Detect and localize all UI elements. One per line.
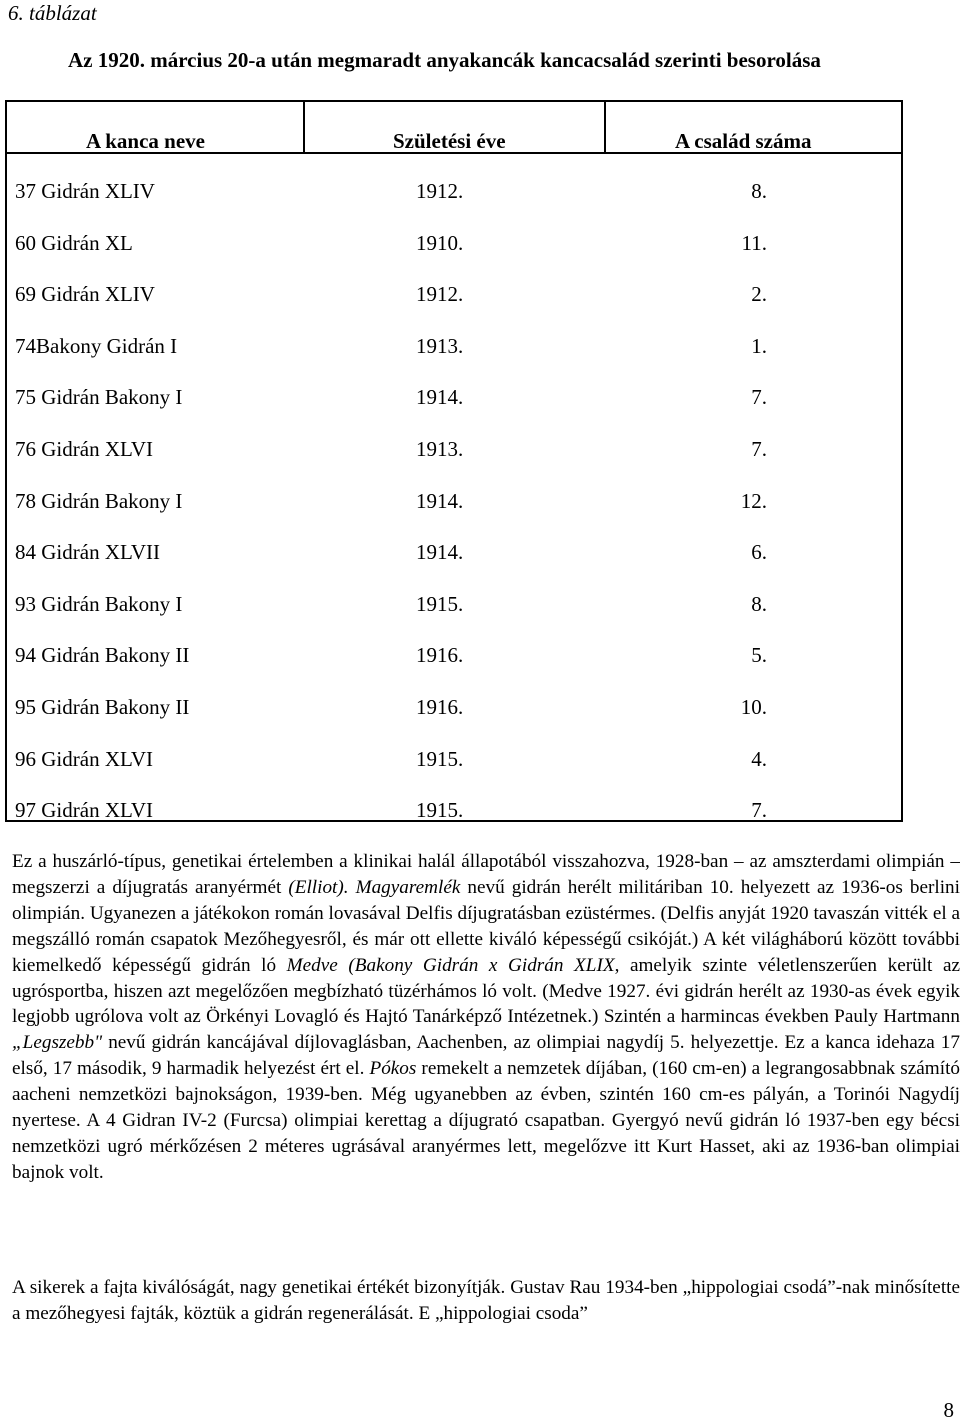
cell-family-number: 4. (751, 746, 767, 771)
cell-mare-name: 96 Gidrán XLVI (15, 746, 154, 771)
header-mare-name: A kanca neve (86, 129, 206, 153)
cell-family-number: 10. (740, 695, 767, 719)
paragraph-text: , amelyik szinte véletlenszerűen került az ugrósportba, hiszen azt megelőzően megbízható tüzérhámos ló volt. (Medve 1927. évi gidrán herélt az 1930-as évek egyik legjobb ugrólova volt az Örkényi Lovagló és Hajtó Tanárképző Intézetnek.) Szintén a harmincas években Pauly Hartmann (12, 954, 960, 1028)
table-row (7, 333, 905, 363)
header-divider-1 (303, 102, 305, 152)
table-row (7, 591, 905, 621)
paragraph-italic: (Elliot). Magyaremlék (288, 876, 461, 898)
table-row (7, 281, 905, 311)
table-caption: 6. táblázat (8, 1, 97, 25)
cell-family-number: 7. (751, 385, 767, 410)
cell-mare-name: 76 Gidrán XLVI (15, 437, 154, 461)
paragraph-text: nevű gidrán herélt militáriban 10. helyezett az 1936-os berlini olimpián. Ugyanezen a játékokon román lovasával Delfis díjugratásban ezüstérmes. (Delfis anyját 1920 tavaszán vitték el a megszálló román csapatok Mezőhegyesről, és már ott ellette kiváló képességű csikóját.) A két világháború között további kiemelkedő képességű gidrán ló (12, 876, 960, 976)
cell-birth-year: 1915. (416, 798, 464, 823)
mare-table (5, 100, 903, 822)
table-row (7, 694, 905, 724)
cell-mare-name: 95 Gidrán Bakony II (15, 695, 190, 719)
cell-family-number: 7. (751, 798, 767, 823)
paragraph-text: remekelt a nemzetek díjában, (160 cm-en) a legrangosabbnak számító aacheni nemzetközi bajnokságon, 1939-ben. Még ugyanebben az évben, szintén 160 cm-es pályán, a Torinói Nagydíj nyertese. A 4 Gidran IV-2 (Furcsa) olimpiai kerettag a díjugrató csapatban. Gyergyó nevű gidrán ló 1937-ben egy bécsi nemzetközi ugró mérkőzésen 2 méteres ugrásával aranyérmes lett, megelőzve itt Kurt Hasset, aki az 1936-ban olimpiai bajnok volt. (12, 1058, 960, 1183)
cell-family-number: 11. (741, 230, 767, 255)
cell-family-number: 2. (751, 282, 767, 307)
cell-birth-year: 1910. (416, 230, 464, 255)
cell-birth-year: 1912. (416, 282, 464, 307)
paragraph-history (12, 849, 960, 1186)
cell-family-number: 7. (751, 437, 767, 461)
cell-family-number: 1. (751, 333, 767, 358)
cell-mare-name: 74Bakony Gidrán I (15, 333, 178, 358)
table-row (7, 797, 905, 827)
cell-birth-year: 1914. (416, 488, 464, 513)
table-row (7, 230, 905, 260)
cell-mare-name: 97 Gidrán XLVI (15, 798, 154, 823)
cell-family-number: 6. (751, 540, 767, 565)
cell-birth-year: 1914. (416, 385, 464, 410)
table-row (7, 384, 905, 414)
paragraph-text: Ez a huszárló-típus, genetikai értelemben a klinikai halál állapotából visszahozva, 1928-ban – az amszterdami olimpián – megszerzi a díjugratás aranyérmét (12, 851, 960, 898)
cell-birth-year: 1913. (416, 333, 464, 358)
header-birth-year: Születési éve (393, 129, 506, 153)
header-divider-2 (604, 102, 606, 152)
cell-birth-year: 1916. (416, 695, 464, 719)
cell-mare-name: 78 Gidrán Bakony I (15, 488, 183, 513)
paragraph-italic: Pókos (369, 1058, 417, 1080)
cell-family-number: 5. (751, 643, 767, 668)
table-title: Az 1920. március 20-a után megmaradt anyakancák kancacsalád szerinti besorolása (68, 48, 821, 72)
cell-birth-year: 1914. (416, 540, 464, 565)
cell-mare-name: 75 Gidrán Bakony I (15, 385, 183, 410)
cell-birth-year: 1916. (416, 643, 464, 668)
cell-mare-name: 93 Gidrán Bakony I (15, 591, 183, 616)
paragraph-italic: Medve (Bakony Gidrán x Gidrán XLIX (286, 954, 615, 976)
paragraph-conclusion: A sikerek a fajta kiválóságát, nagy genetikai értékét bizonyítják. Gustav Rau 1934-ben „hippologiai csodá”-nak minősítette a mezőhegyesi fajták, köztük a gidrán regenerálását. E „hippologiai csoda” (12, 1277, 960, 1324)
cell-family-number: 8. (751, 591, 767, 616)
cell-birth-year: 1915. (416, 746, 464, 771)
table-row (7, 746, 905, 776)
cell-birth-year: 1913. (416, 437, 464, 461)
table-row (7, 436, 905, 466)
cell-mare-name: 84 Gidrán XLVII (15, 540, 161, 565)
cell-birth-year: 1912. (416, 179, 464, 203)
cell-mare-name: 69 Gidrán XLIV (15, 282, 155, 307)
table-row (7, 488, 905, 518)
paragraph-italic: „Legszebb" (12, 1032, 103, 1054)
cell-mare-name: 60 Gidrán XL (15, 230, 133, 255)
header-family-number: A család száma (675, 129, 812, 153)
table-row (7, 178, 905, 208)
cell-family-number: 12. (740, 488, 767, 513)
paragraph-text: nevű gidrán kancájával díjlovaglásban, Aachenben, az olimpiai nagydíj 5. helyezettje. Ez a kanca idehaza 17 első, 17 második, 9 harmadik helyezést ért el. (12, 1032, 960, 1080)
table-row (7, 642, 905, 672)
cell-mare-name: 37 Gidrán XLIV (15, 179, 155, 203)
table-row (7, 539, 905, 569)
page-number: 8 (943, 1398, 954, 1422)
cell-birth-year: 1915. (416, 591, 464, 616)
cell-mare-name: 94 Gidrán Bakony II (15, 643, 190, 668)
cell-family-number: 8. (751, 179, 767, 203)
